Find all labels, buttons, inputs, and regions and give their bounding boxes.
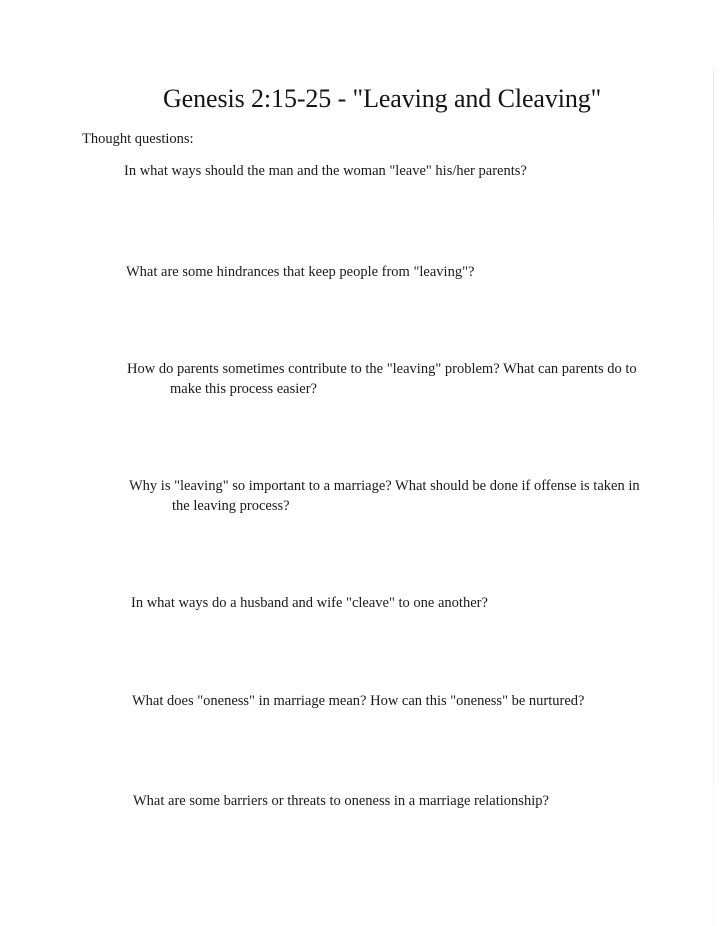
question-text: What are some barriers or threats to oneness in a marriage relationship? — [133, 793, 549, 809]
question-3 — [127, 359, 637, 399]
question-text: What are some hindrances that keep people from "leaving"? — [126, 264, 475, 280]
question-text: In what ways should the man and the woman "leave" his/her parents? — [124, 163, 527, 179]
question-4 — [129, 476, 640, 516]
question-2 — [126, 262, 474, 282]
question-text-continued: the leaving process? — [172, 498, 290, 514]
question-text-continued: make this process easier? — [170, 381, 317, 397]
question-1 — [124, 161, 527, 181]
question-6 — [132, 691, 585, 711]
question-text: Why is "leaving" so important to a marriage? What should be done if offense is taken in — [129, 478, 640, 494]
question-text: In what ways do a husband and wife "cleave" to one another? — [131, 595, 488, 611]
question-text: How do parents sometimes contribute to the "leaving" problem? What can parents do to — [127, 361, 637, 377]
question-7 — [133, 791, 549, 811]
scan-edge-line — [713, 70, 714, 926]
question-5 — [131, 593, 488, 613]
page-title: Genesis 2:15-25 - "Leaving and Cleaving" — [163, 84, 602, 113]
question-text: What does "oneness" in marriage mean? How can this "oneness" be nurtured? — [132, 693, 585, 709]
section-heading: Thought questions: — [82, 131, 194, 147]
